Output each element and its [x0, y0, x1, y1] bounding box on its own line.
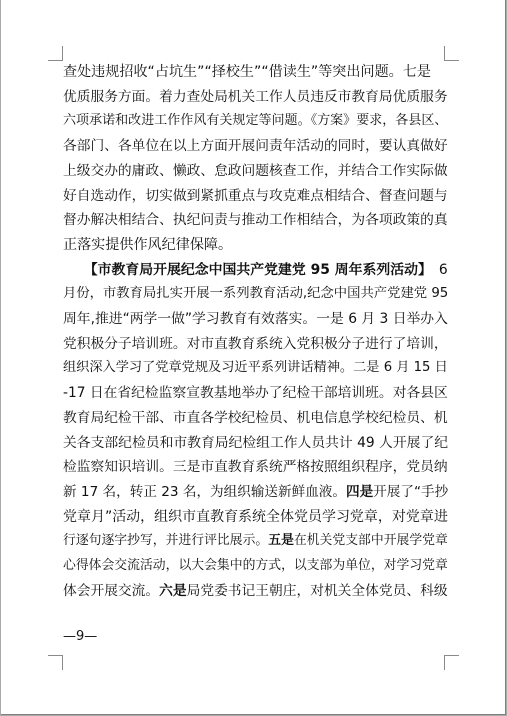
text-segment: 优质服务方面。着力查处局机关工作人员违反市教育局优质服务 — [63, 88, 448, 105]
text-segment: 新 17 名，转正 23 名，为组织输送新鲜血液。 — [63, 483, 346, 500]
text-segment: 查处违规招收“占坑生”“择校生”“借读生”等突出问题。七是 — [63, 64, 431, 80]
text-segment: -17 日在省纪检监察宣教基地举办了纪检干部培训班。对各县区 — [63, 385, 448, 402]
text-line — [63, 531, 448, 551]
text-line — [63, 358, 448, 378]
text-segment: 开展了“手抄 — [373, 483, 448, 500]
text-line — [63, 482, 448, 502]
text-line — [63, 260, 448, 280]
text-segment: 检监察知识培训。三是市直教育系统严格按照组织程序，党员纳 — [63, 459, 448, 476]
bold-text-segment: 四是 — [345, 483, 374, 500]
text-segment: 好自选动作，切实做到紧抓重点与攻克难点相结合、督查问题与 — [63, 187, 448, 204]
text-line — [63, 334, 448, 354]
text-line — [63, 210, 448, 230]
crop-mark-bottom-right — [444, 655, 459, 670]
text-line — [63, 186, 448, 206]
text-line — [63, 457, 448, 477]
text-segment: 行逐句逐字抄写，并进行评比展示。 — [63, 533, 269, 549]
text-segment: 组织深入学习了党章党规及习近平系列讲话精神。二是 6 月 15 日 — [63, 360, 448, 376]
text-segment: 周年,推进“两学一做”学习教育有效落实。一是 6 月 3 日举办入 — [63, 311, 448, 327]
text-line — [63, 161, 448, 181]
text-segment: 六项承诺和改进工作作风有关规定等问题。《方案》要求，各县区、 — [63, 113, 448, 129]
text-line — [63, 309, 448, 329]
text-line — [63, 408, 448, 428]
text-segment: 月份，市教育局扎实开展一系列教育活动,纪念中国共产党建党 95 — [63, 286, 448, 302]
crop-mark-bottom-left — [48, 655, 63, 670]
crop-mark-top-left — [48, 46, 63, 61]
text-line — [63, 581, 448, 601]
text-segment: 党章月”活动，组织市直教育系统全体党员学习党章，对党章进 — [63, 508, 448, 525]
text-line — [63, 433, 448, 453]
text-segment: 心得体会交流活动，以大会集中的方式，以支部为单位，对学习党章 — [63, 558, 448, 573]
text-segment: 教育局纪检干部、市直各学校纪检员、机电信息学校纪检员、机 — [63, 409, 448, 426]
page-number: —9— — [63, 629, 98, 644]
document-page — [1, 0, 506, 715]
text-line — [63, 111, 448, 131]
text-segment: 关各支部纪检员和市教育局纪检组工作人员共计 49 人开展了纪 — [63, 434, 448, 451]
text-line — [63, 235, 448, 255]
text-segment: 督办解决相结合、执纪问责与推动工作相结合，为各项政策的真 — [63, 212, 448, 229]
bold-text-segment: 五是 — [268, 533, 294, 549]
text-segment: 正落实提供作风纪律保障。 — [63, 236, 233, 253]
text-segment: 上级交办的庸政、懒政、怠政问题核查工作，并结合工作实际做 — [63, 162, 448, 179]
text-line — [63, 136, 448, 156]
crop-mark-top-right — [444, 46, 459, 61]
text-segment: 局党委书记王朝庄，对机关全体党员、科级 — [186, 582, 448, 599]
bold-text-segment: 【市教育局开展纪念中国共产党建党 95 周年系列活动】 — [63, 261, 425, 278]
bold-text-segment: 六是 — [159, 582, 187, 599]
text-segment: 在机关党支部中开展学党章 — [293, 533, 448, 549]
text-line — [63, 284, 448, 304]
text-segment: 体会开展交流。 — [63, 582, 160, 599]
text-line — [63, 383, 448, 403]
text-segment: 党积极分子培训班。对市直教育系统入党积极分子进行了培训， — [63, 335, 448, 352]
text-line — [63, 62, 448, 82]
text-line — [63, 87, 448, 107]
text-line — [63, 507, 448, 527]
text-line — [63, 556, 448, 576]
text-segment: 各部门、各单位在以上方面开展问责年活动的同时，要认真做好 — [63, 138, 448, 155]
text-segment: 6 — [424, 261, 448, 278]
